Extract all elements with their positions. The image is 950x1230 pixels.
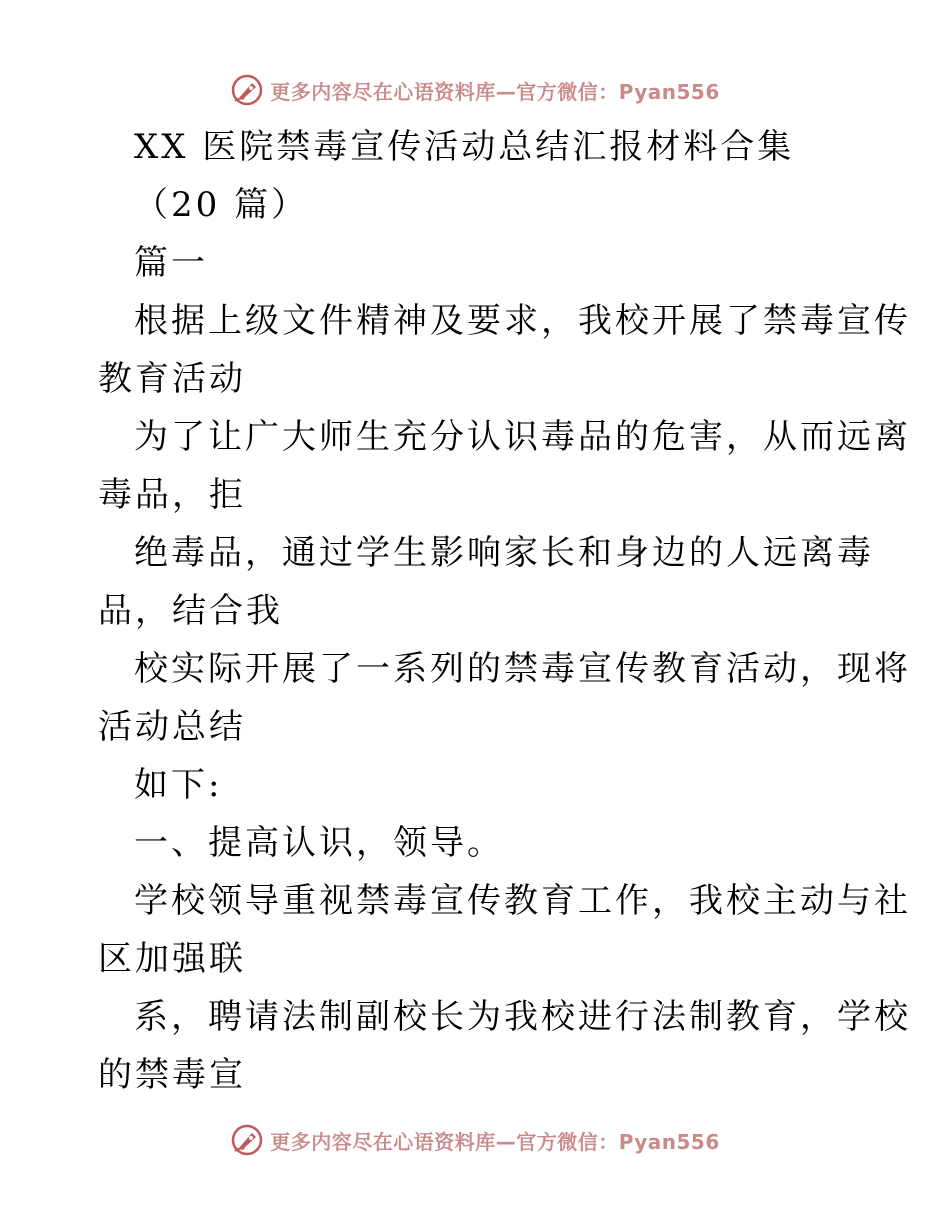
pen-nib-logo-icon — [230, 1123, 264, 1157]
text-line: 为了让广大师生充分认识毒品的危害，从而远离 — [134, 417, 911, 457]
text-line: 绝毒品，通过学生影响家长和身边的人远离毒 — [134, 533, 874, 573]
text-line: XX 医院禁毒宣传活动总结汇报材料合集 — [134, 127, 795, 167]
text-line: 毒品，拒 — [98, 475, 246, 515]
text-line: 活动总结 — [98, 707, 246, 747]
text-line: 根据上级文件精神及要求，我校开展了禁毒宣传 — [134, 301, 911, 341]
text-line: 系，聘请法制副校长为我校进行法制教育，学校 — [134, 997, 911, 1037]
footer-watermark — [0, 1120, 950, 1160]
text-line: 品，结合我 — [98, 591, 283, 631]
text-line: 一、提高认识，领导。 — [134, 823, 504, 863]
text-line: 篇一 — [134, 243, 208, 283]
header-watermark — [0, 70, 950, 110]
text-line: 的禁毒宣 — [98, 1055, 246, 1095]
text-line: 如下: — [134, 765, 223, 805]
text-line: （20 篇） — [134, 185, 309, 225]
watermark-text: 更多内容尽在心语资料库—官方微信：Pyan556 — [270, 1129, 720, 1154]
text-line: 区加强联 — [98, 939, 246, 979]
watermark-text: 更多内容尽在心语资料库—官方微信：Pyan556 — [270, 79, 720, 104]
text-line: 学校领导重视禁毒宣传教育工作，我校主动与社 — [134, 881, 911, 921]
text-line: 校实际开展了一系列的禁毒宣传教育活动，现将 — [134, 649, 911, 689]
text-line: 教育活动 — [98, 359, 246, 399]
pen-nib-logo-icon — [230, 73, 264, 107]
document-body — [98, 118, 911, 1104]
